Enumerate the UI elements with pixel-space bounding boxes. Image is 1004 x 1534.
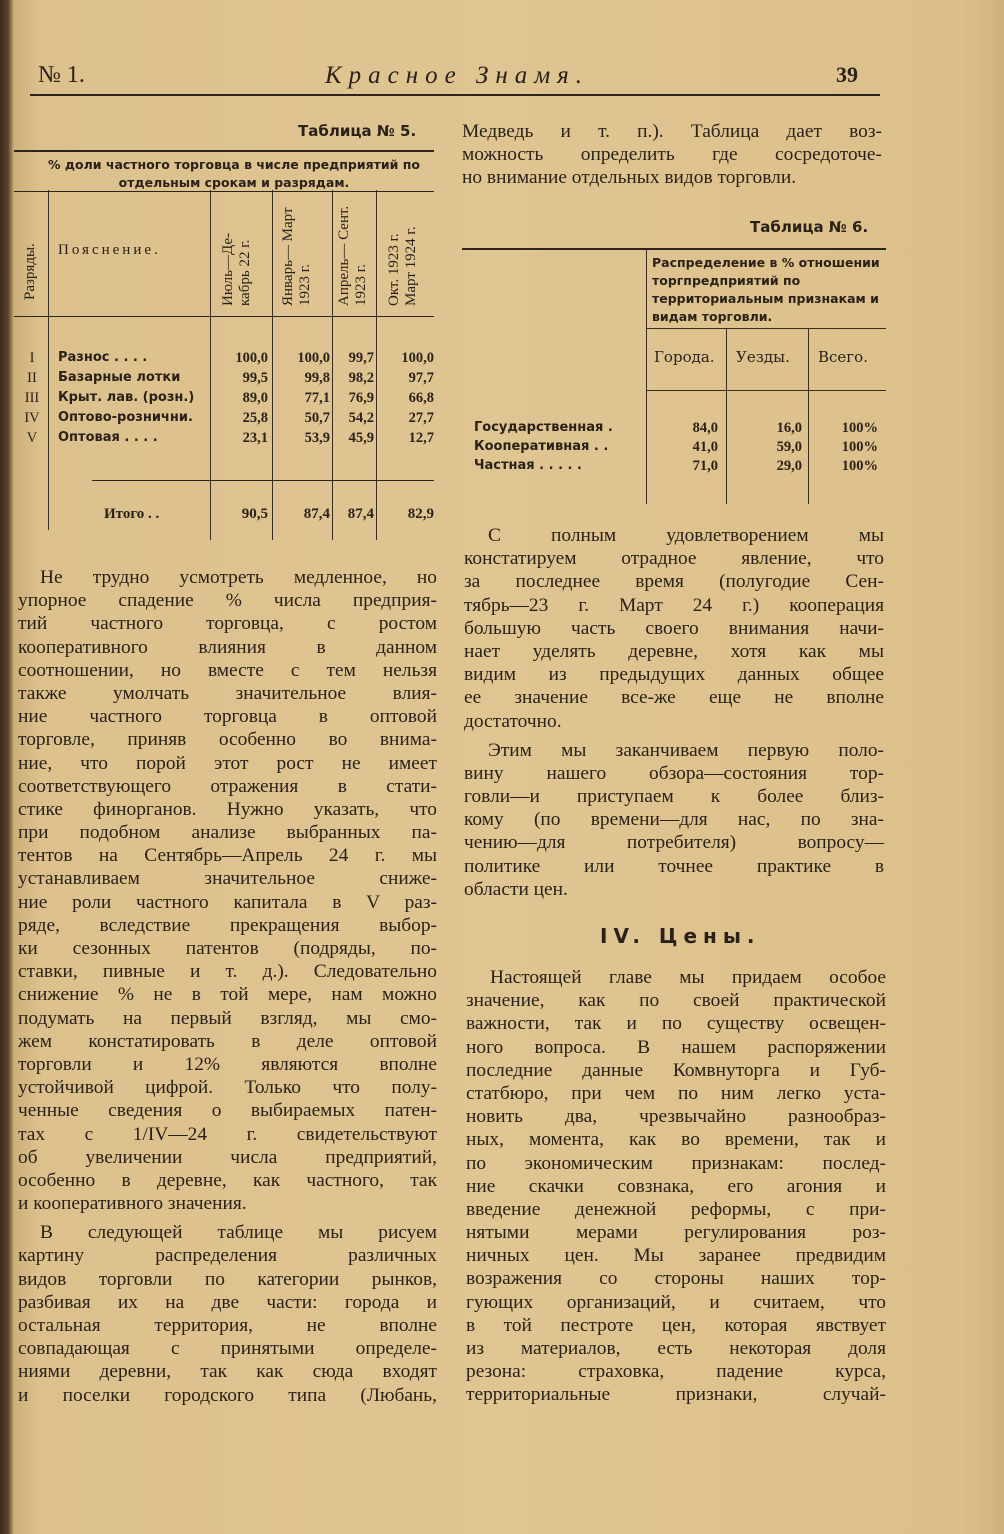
text-line: ставки, пивные и т. д.). Следовательно [18, 961, 437, 983]
text-line: С полным удовлетворением мы [488, 525, 884, 546]
text-line: тий частного торговца, с ростом [18, 613, 437, 635]
text-line: из материалов, есть некоторая доля [466, 1338, 886, 1359]
text-line: ние, что порой этот рост не имеет [18, 752, 437, 774]
text-line: Не трудно усмотреть медленное, но [40, 567, 437, 588]
text-line: и поселки городского типа (Любань, [18, 1384, 437, 1406]
right-column-top-text [462, 120, 882, 190]
right-column-mid-text [464, 524, 884, 901]
table5-top-rule [14, 150, 434, 152]
row-label: Частная . . . . . [474, 458, 582, 473]
journal-title: Красное Знамя. [325, 62, 590, 89]
table5-total-value: 87,4 [347, 506, 374, 522]
text-line: ние роли частного капитала в V раз- [18, 891, 437, 913]
row-label: Оптово-рознични. [58, 410, 193, 425]
row-label: Кооперативная . . [474, 439, 609, 454]
text-line: возражения со стороны наших тор- [466, 1268, 886, 1290]
text-line: значение, как по своей практической [466, 990, 886, 1012]
table5-title: % доли частного торговца в числе предприятий по отдельным срокам и разрядам. [48, 157, 420, 190]
rank-cell: II [27, 370, 37, 386]
table6-col-header: Города. [654, 348, 715, 366]
row-label: Оптовая . . . . [58, 430, 158, 445]
value-cell: 100% [841, 458, 878, 474]
text-line: территориальные признаки, случай- [466, 1384, 886, 1406]
text-line: но внимание отдельных видов торговли. [462, 167, 797, 189]
table5-header-top-rule [14, 191, 434, 192]
text-line: Медведь и т. п.). Таблица дает воз- [462, 121, 882, 142]
right-column-bottom-text [466, 966, 886, 1407]
value-cell: 100,0 [297, 350, 330, 366]
table5-total-value: 82,9 [407, 506, 434, 522]
text-line: ниями деревни, так как сюда входят [18, 1361, 437, 1383]
text-line: введение денежной реформы, с при- [466, 1198, 886, 1220]
value-cell: 100,0 [401, 350, 434, 366]
text-line: достаточно. [464, 710, 562, 732]
text-line: в той пестроте цен, которая явствует [466, 1314, 886, 1336]
table5-col-explanation: Пояснение. [58, 242, 161, 258]
rank-cell: V [26, 430, 38, 446]
text-line: нятыми мерами регулирования роз- [466, 1222, 886, 1244]
table5-row [14, 430, 434, 449]
text-line: вину нашего обзора—состояния тор- [464, 762, 884, 784]
value-cell: 100,0 [235, 350, 268, 366]
text-line: по экономическим признакам: послед- [466, 1152, 886, 1174]
text-line: ряде, вследствие прекращения выбор- [18, 914, 437, 936]
table5-total-label: Итого . . [104, 506, 160, 522]
text-line: статбюро, при чем по ним легко уста- [466, 1082, 886, 1104]
text-line: ки сезонных патентов (подряды, по- [18, 938, 437, 959]
text-line: при подобном анализе выбранных па- [18, 822, 437, 844]
value-cell: 66,8 [408, 390, 434, 406]
text-line: важности, так и по существу освещен- [466, 1013, 886, 1035]
value-cell: 54,2 [348, 410, 374, 426]
table6-row [462, 420, 886, 439]
text-line: области цен. [464, 878, 568, 900]
text-line: особенно в деревне, как частного, так [18, 1169, 437, 1191]
table5-total-rule [92, 480, 434, 481]
rank-cell: IV [24, 410, 40, 426]
issue-number: № 1. [38, 62, 85, 88]
text-line: ченные сведения о выбираемых патен- [18, 1100, 437, 1122]
value-cell: 99,7 [348, 350, 374, 366]
text-line: чению—для потребителя) вопросу— [464, 832, 884, 854]
value-cell: 50,7 [304, 410, 330, 426]
table5-total-value: 90,5 [241, 506, 268, 522]
text-line: также умолчать значительное влия- [18, 682, 437, 704]
text-line: снижение % не в той мере, нам можно [18, 984, 437, 1006]
section-heading: IV. Цены. [600, 924, 761, 948]
table6-divider [726, 328, 727, 504]
table6-header-rule [646, 328, 886, 329]
table6-caption: Таблица № 6. [750, 218, 869, 236]
text-line: видим из предыдущих данных общее [464, 664, 884, 686]
value-cell: 53,9 [304, 430, 330, 446]
value-cell: 98,2 [348, 370, 374, 386]
value-cell: 27,7 [408, 410, 434, 426]
value-cell: 71,0 [692, 458, 718, 474]
table6-title: Распределение в % отношении торгпредприятий по территориальным признакам и видам торговли. [652, 255, 880, 324]
text-line: нает уделять деревне, хотя как мы [464, 640, 884, 662]
value-cell: 84,0 [692, 420, 718, 436]
text-line: устойчивой цифрой. Только что полу- [18, 1077, 437, 1099]
text-line: ных, момента, как во времени, так и [466, 1129, 886, 1151]
text-line: тах с 1/IV—24 г. свидетельствуют [18, 1123, 437, 1145]
text-line: торговли и 12% являются вполне [18, 1053, 437, 1075]
table5-row [14, 390, 434, 409]
text-line: тябрь—23 г. Март 24 г.) кооперация [464, 594, 884, 616]
text-line: торговле, приняв особенно во внима- [18, 729, 437, 751]
text-line: остальная территория, не вполне [18, 1315, 437, 1336]
value-cell: 77,1 [304, 390, 330, 406]
text-line: стике финорганов. Нужно указать, что [18, 798, 437, 820]
value-cell: 25,8 [242, 410, 268, 426]
value-cell: 97,7 [408, 370, 434, 386]
table5-row [14, 410, 434, 429]
text-line: разбивая их на две части: города и [18, 1291, 437, 1313]
table5-col-period: Январь— Март 1923 г. [280, 207, 313, 306]
value-cell: 45,9 [348, 430, 374, 446]
value-cell: 99,8 [304, 370, 330, 386]
value-cell: 41,0 [692, 439, 718, 455]
table5-row [14, 350, 434, 369]
table5-caption: Таблица № 5. [298, 122, 417, 140]
table6 [462, 248, 886, 548]
text-line: картину распределения различных [18, 1245, 437, 1267]
value-cell: 23,1 [242, 430, 268, 446]
text-line: можность определить где сосредоточе- [462, 144, 882, 166]
text-line: ее значение все-же еще не вполне [464, 687, 884, 709]
text-line: Этим мы заканчиваем первую поло- [488, 739, 884, 761]
table5-col-rank: Разряды. [22, 243, 38, 300]
text-line: большую часть своего внимания начи- [464, 617, 884, 639]
text-line: говли—и приступаем к более близ- [464, 786, 884, 808]
table5 [14, 150, 434, 540]
table6-top-rule [462, 248, 886, 250]
text-line: ного вопроса. В нашем распоряжении [466, 1036, 886, 1058]
table5-col-period: Апрель— Сент. 1923 г. [336, 205, 369, 306]
text-line: соответствующего отражения в стати- [18, 775, 437, 797]
text-line: жем констатировать в деле оптовой [18, 1030, 437, 1052]
rank-cell: I [29, 350, 35, 366]
table5-total-value: 87,4 [303, 506, 330, 522]
text-line: кооперативного влияния в данном [18, 636, 437, 658]
table5-col-period: Июль—Де- кабрь 22 г. [220, 232, 253, 306]
table6-col-header: Всего. [818, 348, 868, 366]
table5-header-bottom-rule [14, 316, 434, 317]
table6-divider [808, 328, 809, 504]
value-cell: 76,9 [348, 390, 374, 406]
value-cell: 99,5 [242, 370, 268, 386]
text-line: ничных цен. Мы заранее предвидим [466, 1245, 886, 1267]
text-line: соотношении, но вместе с тем нельзя [18, 659, 437, 681]
text-line: гующих организаций, и считаем, что [466, 1291, 886, 1313]
table6-row [462, 458, 886, 477]
left-column-text [18, 566, 437, 1407]
text-line: кому (по времени—для нас, по зна- [464, 809, 884, 831]
table5-col-period: Окт. 1923 г. Март 1924 г. [386, 226, 419, 306]
text-line: видов торговли по категории рынков, [18, 1268, 437, 1290]
table5-row [14, 370, 434, 389]
value-cell: 59,0 [776, 439, 802, 455]
value-cell: 16,0 [776, 420, 802, 436]
text-line: совпадающая с принятыми определе- [18, 1338, 437, 1360]
text-line: об увеличении числа предприятий, [18, 1146, 437, 1168]
table6-row [462, 439, 886, 458]
value-cell: 89,0 [242, 390, 268, 406]
running-header [30, 58, 880, 96]
table6-col-header: Уезды. [736, 348, 790, 366]
table6-header-bottom-rule [646, 390, 886, 391]
text-line: последние данные Комвнуторга и Губ- [466, 1059, 886, 1081]
value-cell: 100% [841, 420, 878, 436]
value-cell: 100% [841, 439, 878, 455]
text-line: упорное спадение % числа предприя- [18, 590, 437, 612]
text-line: ние скачки совзнака, его агония и [466, 1175, 886, 1197]
text-line: устанавливаем значительное сниже- [18, 868, 437, 890]
row-label: Базарные лотки [58, 370, 181, 385]
text-line: резона: страховка, падение курса, [466, 1361, 886, 1383]
text-line: тентов на Сентябрь—Апрель 24 г. мы [18, 845, 437, 867]
text-line: новить два, чрезвычайно разнообраз- [466, 1106, 886, 1128]
text-line: за последнее время (полугодие Сен- [464, 571, 884, 593]
value-cell: 12,7 [408, 430, 434, 446]
row-label: Разнос . . . . [58, 350, 148, 365]
text-line: В следующей таблице мы рисуем [40, 1222, 437, 1244]
text-line: подумать на первый взгляд, мы смо- [18, 1007, 437, 1029]
row-label: Крыт. лав. (розн.) [58, 390, 195, 405]
value-cell: 29,0 [776, 458, 802, 474]
text-line: и кооперативного значения. [18, 1193, 247, 1215]
text-line: констатируем отрадное явление, что [464, 548, 884, 570]
page-number: 39 [836, 62, 858, 87]
text-line: политике или точнее практике в [464, 855, 884, 877]
rank-cell: III [24, 390, 40, 406]
text-line: Настоящей главе мы придаем особое [490, 967, 886, 988]
row-label: Государственная . [474, 420, 613, 435]
text-line: ние частного торговца в оптовой [18, 706, 437, 728]
